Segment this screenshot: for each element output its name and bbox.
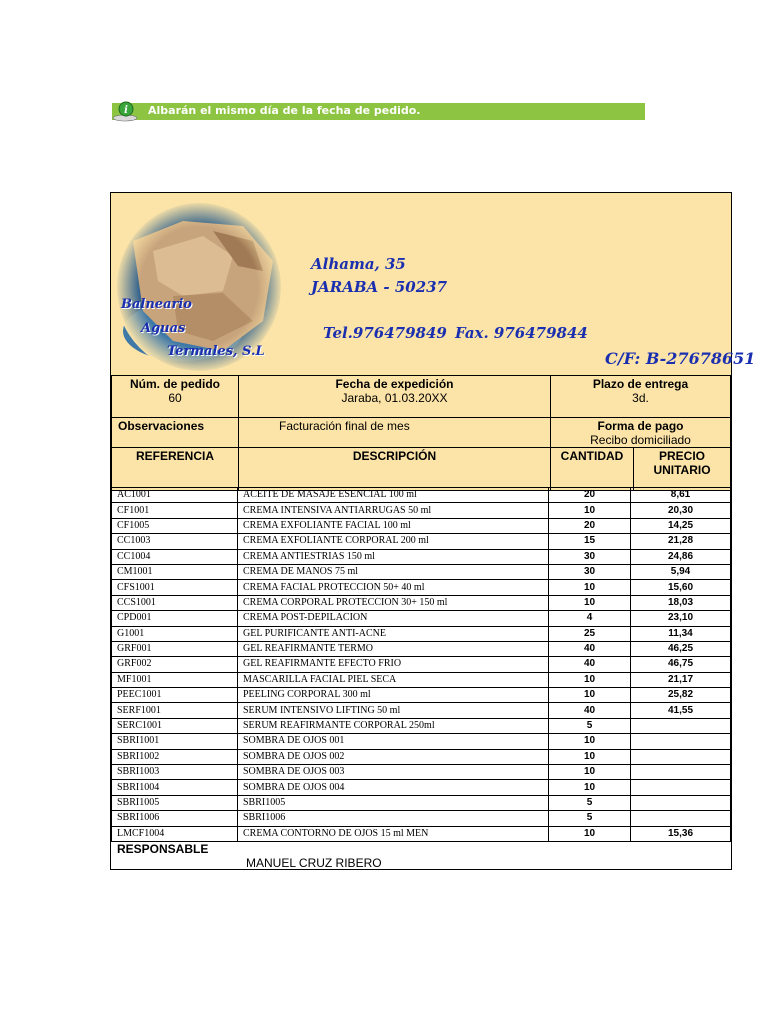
qty-cell: 20 (549, 488, 631, 503)
table-row (112, 564, 731, 579)
ref-cell: CF1001 (112, 503, 238, 518)
table-row (112, 734, 731, 749)
price-cell: 15,36 (631, 826, 731, 841)
delivery-term-label: Plazo de entrega (592, 377, 689, 391)
price-cell: 41,55 (631, 703, 731, 718)
price-cell: 8,61 (631, 488, 731, 503)
cif-number: C/F: B-27678651 (605, 349, 756, 368)
company-name-line3: Termales, S.L (167, 344, 265, 359)
desc-cell: CREMA EXFOLIANTE FACIAL 100 ml (238, 518, 549, 533)
qty-cell: 10 (549, 688, 631, 703)
order-number-value: 60 (168, 391, 182, 405)
table-row (112, 718, 731, 733)
items-body (112, 488, 731, 842)
col-header-ref (112, 448, 239, 491)
order-number-label: Núm. de pedido (130, 377, 220, 391)
price-cell: 21,17 (631, 672, 731, 687)
responsible-label: RESPONSABLE (117, 842, 209, 856)
desc-cell: SOMBRA DE OJOS 004 (238, 780, 549, 795)
delivery-note (110, 192, 756, 870)
observations-value: Facturación final de mes (279, 419, 410, 433)
address-street: Alhama, 35 (311, 255, 406, 273)
ref-cell: GRF001 (112, 641, 238, 656)
document-header (111, 193, 756, 375)
ref-cell: SBRI1002 (112, 749, 238, 764)
notice-text: Albarán el mismo día de la fecha de pedido. (148, 104, 421, 117)
ref-cell: CF1005 (112, 518, 238, 533)
col-header-desc (239, 448, 551, 491)
col-price-label-2: UNITARIO (653, 463, 711, 477)
ref-cell: MF1001 (112, 672, 238, 687)
phone-number: Tel.976479849 (323, 324, 447, 342)
desc-cell: SERUM INTENSIVO LIFTING 50 ml (238, 703, 549, 718)
col-header-price (634, 448, 731, 491)
col-qty-label: CANTIDAD (560, 449, 624, 463)
price-cell (631, 718, 731, 733)
table-row (112, 534, 731, 549)
payment-label: Forma de pago (597, 419, 684, 433)
table-row (112, 626, 731, 641)
qty-cell: 10 (549, 826, 631, 841)
desc-cell: SOMBRA DE OJOS 003 (238, 765, 549, 780)
qty-cell: 5 (549, 811, 631, 826)
desc-cell: SERUM REAFIRMANTE CORPORAL 250ml (238, 718, 549, 733)
table-row (112, 765, 731, 780)
ref-cell: GRF002 (112, 657, 238, 672)
payment-cell (551, 418, 731, 448)
qty-cell: 10 (549, 765, 631, 780)
ref-cell: CM1001 (112, 564, 238, 579)
price-cell: 21,28 (631, 534, 731, 549)
desc-cell: GEL REAFIRMANTE TERMO (238, 641, 549, 656)
order-info-table (111, 375, 731, 491)
svg-text:i: i (124, 105, 128, 116)
desc-cell: CREMA FACIAL PROTECCION 50+ 40 ml (238, 580, 549, 595)
qty-cell: 40 (549, 641, 631, 656)
table-row (112, 657, 731, 672)
col-desc-label: DESCRIPCIÓN (352, 449, 437, 463)
desc-cell: CREMA INTENSIVA ANTIARRUGAS 50 ml (238, 503, 549, 518)
desc-cell: GEL REAFIRMANTE EFECTO FRIO (238, 657, 549, 672)
desc-cell: GEL PURIFICANTE ANTI-ACNE (238, 626, 549, 641)
price-cell (631, 780, 731, 795)
ref-cell: PEEC1001 (112, 688, 238, 703)
table-row (112, 749, 731, 764)
responsible-section (111, 841, 731, 871)
desc-cell: CREMA CORPORAL PROTECCION 30+ 150 ml (238, 595, 549, 610)
table-row (112, 703, 731, 718)
price-cell (631, 749, 731, 764)
table-row (112, 518, 731, 533)
desc-cell: PEELING CORPORAL 300 ml (238, 688, 549, 703)
observations-value-cell (239, 418, 551, 448)
qty-cell: 10 (549, 580, 631, 595)
qty-cell: 5 (549, 718, 631, 733)
notice-bar (112, 103, 645, 120)
ref-cell: CC1004 (112, 549, 238, 564)
table-row (112, 641, 731, 656)
qty-cell: 10 (549, 595, 631, 610)
responsible-name: MANUEL CRUZ RIBERO (246, 856, 382, 870)
desc-cell: CREMA POST-DEPILACION (238, 611, 549, 626)
qty-cell: 10 (549, 503, 631, 518)
qty-cell: 10 (549, 780, 631, 795)
qty-cell: 4 (549, 611, 631, 626)
desc-cell: CREMA ANTIESTRIAS 150 ml (238, 549, 549, 564)
qty-cell: 30 (549, 549, 631, 564)
observations-label-cell (112, 418, 239, 448)
ref-cell: SBRI1001 (112, 734, 238, 749)
qty-cell: 10 (549, 734, 631, 749)
address-city: JARABA - 50237 (311, 278, 448, 296)
items-table (111, 487, 731, 842)
qty-cell: 30 (549, 564, 631, 579)
qty-cell: 5 (549, 795, 631, 810)
qty-cell: 10 (549, 749, 631, 764)
fax-number: Fax. 976479844 (455, 324, 588, 342)
price-cell: 14,25 (631, 518, 731, 533)
desc-cell: SOMBRA DE OJOS 001 (238, 734, 549, 749)
delivery-term-value: 3d. (632, 391, 649, 405)
desc-cell: ACEITE DE MASAJE ESENCIAL 100 ml (238, 488, 549, 503)
ref-cell: CFS1001 (112, 580, 238, 595)
table-row (112, 795, 731, 810)
table-row (112, 580, 731, 595)
price-cell: 5,94 (631, 564, 731, 579)
price-cell (631, 811, 731, 826)
ship-date-value: Jaraba, 01.03.20XX (341, 391, 448, 405)
order-number-cell (112, 376, 239, 418)
price-cell: 46,25 (631, 641, 731, 656)
col-price-label-1: PRECIO (658, 449, 705, 463)
price-cell: 20,30 (631, 503, 731, 518)
desc-cell: CREMA CONTORNO DE OJOS 15 ml MEN (238, 826, 549, 841)
ref-cell: CCS1001 (112, 595, 238, 610)
ref-cell: CPD001 (112, 611, 238, 626)
col-ref-label: REFERENCIA (135, 449, 214, 463)
table-row (112, 826, 731, 841)
info-icon (110, 99, 144, 123)
desc-cell: CREMA DE MANOS 75 ml (238, 564, 549, 579)
price-cell: 15,60 (631, 580, 731, 595)
price-cell (631, 795, 731, 810)
qty-cell: 15 (549, 534, 631, 549)
company-name-line1: Balneario (121, 297, 192, 312)
ref-cell: SBRI1003 (112, 765, 238, 780)
delivery-term-cell (551, 376, 731, 418)
ship-date-label: Fecha de expedición (335, 377, 454, 391)
desc-cell: MASCARILLA FACIAL PIEL SECA (238, 672, 549, 687)
table-row (112, 672, 731, 687)
table-row (112, 811, 731, 826)
ref-cell: LMCF1004 (112, 826, 238, 841)
price-cell: 23,10 (631, 611, 731, 626)
desc-cell: SBRI1005 (238, 795, 549, 810)
table-row (112, 688, 731, 703)
payment-value: Recibo domiciliado (590, 433, 691, 447)
desc-cell: SBRI1006 (238, 811, 549, 826)
table-row (112, 503, 731, 518)
ref-cell: SERF1001 (112, 703, 238, 718)
company-name-line2: Aguas (141, 321, 186, 336)
ref-cell: G1001 (112, 626, 238, 641)
qty-cell: 40 (549, 657, 631, 672)
table-row (112, 549, 731, 564)
qty-cell: 25 (549, 626, 631, 641)
ref-cell: SBRI1006 (112, 811, 238, 826)
table-row (112, 595, 731, 610)
table-row (112, 780, 731, 795)
ship-date-cell (239, 376, 551, 418)
qty-cell: 10 (549, 672, 631, 687)
qty-cell: 20 (549, 518, 631, 533)
observations-label: Observaciones (118, 419, 205, 433)
ref-cell: AC1001 (112, 488, 238, 503)
ref-cell: SBRI1004 (112, 780, 238, 795)
price-cell: 18,03 (631, 595, 731, 610)
price-cell: 24,86 (631, 549, 731, 564)
price-cell: 46,75 (631, 657, 731, 672)
price-cell (631, 734, 731, 749)
table-row (112, 488, 731, 503)
ref-cell: CC1003 (112, 534, 238, 549)
ref-cell: SBRI1005 (112, 795, 238, 810)
price-cell (631, 765, 731, 780)
col-header-qty (551, 448, 634, 491)
ref-cell: SERC1001 (112, 718, 238, 733)
qty-cell: 40 (549, 703, 631, 718)
price-cell: 25,82 (631, 688, 731, 703)
desc-cell: CREMA EXFOLIANTE CORPORAL 200 ml (238, 534, 549, 549)
table-row (112, 611, 731, 626)
desc-cell: SOMBRA DE OJOS 002 (238, 749, 549, 764)
price-cell: 11,34 (631, 626, 731, 641)
